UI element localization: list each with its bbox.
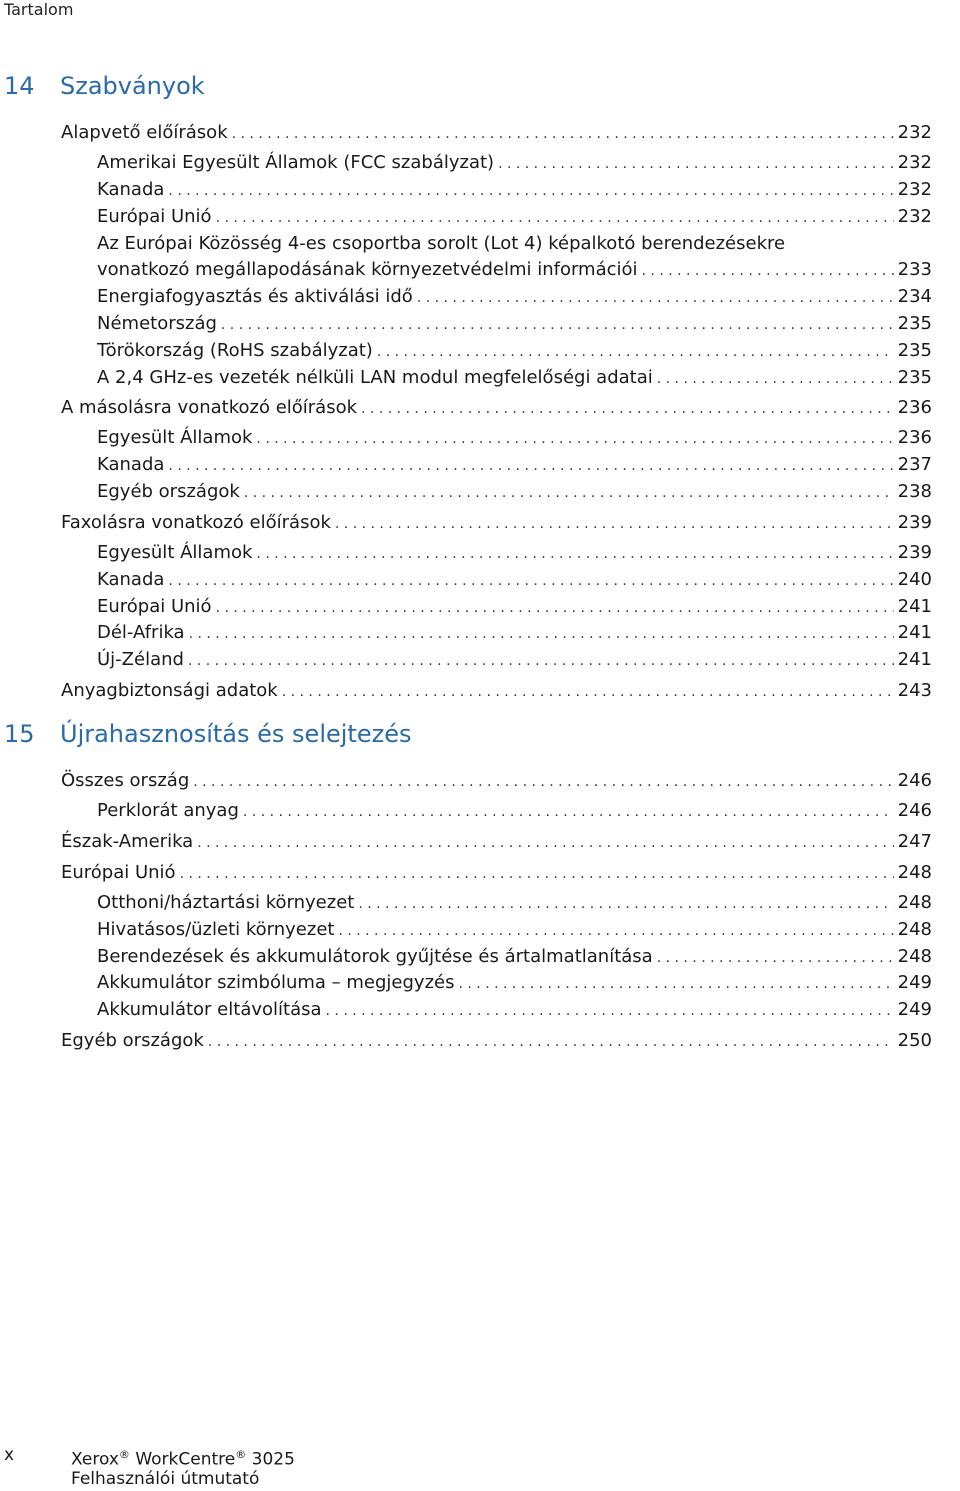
footer-brand: Xerox	[71, 1449, 119, 1470]
toc-entry-page: 232	[897, 152, 932, 173]
footer-page-number: x	[4, 1445, 15, 1465]
toc-entry-page: 235	[897, 340, 932, 361]
toc-entry-title: Európai Unió	[97, 206, 212, 227]
toc-entry-page: 248	[897, 946, 932, 967]
toc-entry[interactable]	[97, 799, 932, 824]
toc-entry-title: Faxolásra vonatkozó előírások	[61, 512, 331, 533]
toc-entry[interactable]	[97, 312, 932, 337]
toc-entry-page: 246	[897, 770, 932, 791]
toc-entry-page: 233	[897, 259, 932, 280]
toc-entry-page: 238	[897, 481, 932, 502]
registered-mark: ®	[118, 1448, 130, 1461]
dot-leader	[168, 569, 893, 593]
footer-model: 3025	[251, 1449, 295, 1470]
dot-leader	[282, 680, 894, 704]
toc-entry-title: Törökország (RoHS szabályzat)	[97, 340, 373, 361]
dot-leader	[642, 259, 894, 283]
toc-entry-page: 236	[897, 397, 932, 418]
toc-entry-page: 237	[897, 454, 932, 475]
toc-entry[interactable]	[97, 480, 932, 505]
toc-entry[interactable]	[97, 258, 932, 283]
toc-entry-title: Akkumulátor eltávolítása	[97, 999, 322, 1020]
toc-entry[interactable]	[97, 648, 932, 673]
toc-entry[interactable]	[61, 396, 932, 421]
dot-leader	[657, 946, 894, 970]
chapter-number: 14	[4, 72, 35, 100]
dot-leader	[168, 179, 893, 203]
toc-entry[interactable]	[61, 1029, 932, 1054]
toc-entry-title: A másolásra vonatkozó előírások	[61, 397, 358, 418]
toc-entry[interactable]	[97, 621, 932, 646]
toc-entry-page: 250	[897, 1030, 932, 1051]
toc-entry[interactable]	[97, 205, 932, 230]
toc-entry[interactable]	[97, 285, 932, 310]
dot-leader	[216, 596, 894, 620]
toc-entry[interactable]	[61, 861, 932, 886]
toc-entry[interactable]	[97, 998, 932, 1023]
dot-leader	[459, 972, 894, 996]
toc-entry[interactable]	[97, 178, 932, 203]
toc-entry[interactable]	[61, 769, 932, 794]
chapter-number: 15	[4, 720, 35, 748]
toc-entry-title: Egyéb országok	[61, 1030, 204, 1051]
footer-product: WorkCentre	[135, 1449, 236, 1470]
toc-entry-page: 232	[897, 122, 932, 143]
toc-entry[interactable]	[97, 945, 932, 970]
toc-entry[interactable]	[61, 679, 932, 704]
dot-leader	[188, 649, 894, 673]
toc-entry-page: 241	[897, 649, 932, 670]
toc-entry[interactable]	[97, 568, 932, 593]
toc-entry-page: 234	[897, 286, 932, 307]
toc-entry-page: 239	[897, 542, 932, 563]
toc-entry[interactable]	[61, 511, 932, 536]
toc-entry-title: Alapvető előírások	[61, 122, 228, 143]
toc-entry-title: Kanada	[97, 569, 165, 590]
dot-leader	[180, 862, 894, 886]
dot-leader	[216, 206, 894, 230]
toc-entry-title: Akkumulátor szimbóluma – megjegyzés	[97, 972, 455, 993]
dot-leader	[361, 397, 894, 421]
toc-entry-title: Egyesült Államok	[97, 542, 253, 563]
toc-entry-page: 243	[897, 680, 932, 701]
dot-leader	[244, 481, 894, 505]
registered-mark: ®	[235, 1448, 247, 1461]
toc-entry-page: 236	[897, 427, 932, 448]
dot-leader	[326, 999, 894, 1023]
toc-entry-page: 246	[897, 800, 932, 821]
toc-entry-title: Összes ország	[61, 770, 190, 791]
toc-entry-title: vonatkozó megállapodásának környezetvédelmi információi	[97, 259, 638, 280]
dot-leader	[657, 367, 894, 391]
toc-entry-title: Észak-Amerika	[61, 831, 194, 852]
toc-entry[interactable]	[97, 595, 932, 620]
toc-entry[interactable]	[97, 453, 932, 478]
footer-product-line	[71, 1444, 295, 1471]
chapter-title: Szabványok	[60, 72, 205, 100]
toc-entry[interactable]	[97, 366, 932, 391]
toc-entry-title: Új-Zéland	[97, 649, 184, 670]
toc-entry-title: Dél-Afrika	[97, 622, 185, 643]
toc-entry-page: 235	[897, 313, 932, 334]
toc-entry-page: 248	[897, 919, 932, 940]
toc-entry[interactable]	[97, 971, 932, 996]
chapter-heading-15[interactable]	[4, 718, 411, 750]
toc-entry-page: 241	[897, 622, 932, 643]
toc-entry-title: Európai Unió	[97, 596, 212, 617]
toc-entry[interactable]	[97, 151, 932, 176]
toc-entry-page: 235	[897, 367, 932, 388]
toc-entry[interactable]	[97, 339, 932, 364]
toc-entry-title: Perklorát anyag	[97, 800, 239, 821]
dot-leader	[335, 512, 894, 536]
section-header: Tartalom	[4, 0, 74, 19]
dot-leader	[377, 340, 894, 364]
dot-leader	[208, 1030, 894, 1054]
toc-entry-title: Egyéb országok	[97, 481, 240, 502]
dot-leader	[193, 770, 893, 794]
toc-entry-page: 249	[897, 972, 932, 993]
toc-entry-page: 241	[897, 596, 932, 617]
toc-entry-title-line[interactable]: Az Európai Közösség 4-es csoportba sorolt (Lot 4) képalkotó berendezésekre	[97, 233, 786, 254]
toc-entry-page: 248	[897, 892, 932, 913]
toc-entry-page: 232	[897, 179, 932, 200]
dot-leader	[417, 286, 894, 310]
dot-leader	[197, 831, 893, 855]
chapter-title: Újrahasznosítás és selejtezés	[60, 720, 412, 748]
toc-entry[interactable]	[97, 541, 932, 566]
toc-entry[interactable]	[61, 121, 932, 146]
toc-entry[interactable]	[61, 830, 932, 855]
dot-leader	[498, 152, 894, 176]
chapter-heading-14[interactable]	[4, 70, 205, 102]
toc-entry-page: 249	[897, 999, 932, 1020]
toc-entry-title: Kanada	[97, 454, 165, 475]
toc-entry-title: A 2,4 GHz-es vezeték nélküli LAN modul megfelelőségi adatai	[97, 367, 653, 388]
toc-entry-title: Németország	[97, 313, 217, 334]
toc-entry-title: Egyesült Államok	[97, 427, 253, 448]
dot-leader	[338, 919, 893, 943]
toc-entry-title: Hivatásos/üzleti környezet	[97, 919, 335, 940]
toc-entry-page: 247	[897, 831, 932, 852]
toc-entry-title: Berendezések és akkumulátorok gyűjtése és ártalmatlanítása	[97, 946, 653, 967]
dot-leader	[189, 622, 894, 646]
toc-entry-title: Amerikai Egyesült Államok (FCC szabályzat)	[97, 152, 495, 173]
dot-leader	[221, 313, 894, 337]
toc-entry-page: 248	[897, 862, 932, 883]
dot-leader	[256, 427, 893, 451]
toc-entry[interactable]	[97, 891, 932, 916]
dot-leader	[243, 800, 894, 824]
toc-entry-title: Anyagbiztonsági adatok	[61, 680, 278, 701]
dot-leader	[256, 542, 893, 566]
dot-leader	[232, 122, 894, 146]
toc-entry[interactable]	[97, 426, 932, 451]
toc-entry-page: 240	[897, 569, 932, 590]
dot-leader	[358, 892, 893, 916]
toc-entry-page: 232	[897, 206, 932, 227]
toc-entry-title: Európai Unió	[61, 862, 176, 883]
footer-document-name: Felhasználói útmutató	[71, 1469, 260, 1489]
toc-entry-title: Kanada	[97, 179, 165, 200]
toc-entry-title: Otthoni/háztartási környezet	[97, 892, 355, 913]
toc-entry-page: 239	[897, 512, 932, 533]
dot-leader	[168, 454, 893, 478]
toc-entry-title: Energiafogyasztás és aktiválási idő	[97, 286, 413, 307]
toc-entry[interactable]	[97, 918, 932, 943]
